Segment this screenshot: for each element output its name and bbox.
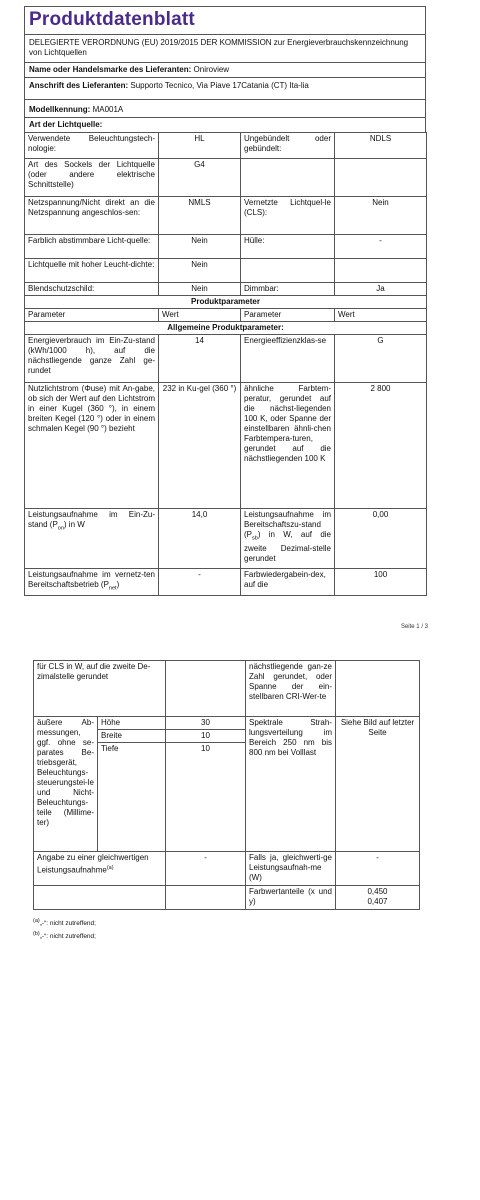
params-table-continued (33, 660, 420, 910)
energy-value: 14 (159, 335, 241, 383)
table-row (25, 159, 427, 197)
cct-value: 2 800 (335, 383, 427, 509)
energy-class-value: G (335, 335, 427, 383)
lightsource-table (24, 132, 427, 596)
equivalent-power2-label: Falls ja, gleichwerti-ge Leistungsaufnah-me (W) (246, 851, 336, 885)
cell-value: NDLS (335, 133, 427, 159)
cell-label: Ungebündelt oder gebündelt: (241, 133, 335, 159)
dim-depth-label: Tiefe (98, 743, 166, 756)
table-row (34, 717, 420, 730)
regulation-text: DELEGIERTE VERORDNUNG (EU) 2019/2015 DER KOMMISSION zur Energieverbrauchskennzeichnung von Lichtquellen (24, 34, 426, 62)
equivalent-power-value: - (166, 851, 246, 885)
cct-label: ähnliche Farbtem-peratur, gerundet auf die nächst-liegenden 100 K, oder Spanne der einstellbaren ähnli-chen Farbtempera-turen, gerundet auf die nächstliegenden 100 K (241, 383, 335, 509)
table-row (34, 661, 420, 717)
dim-height-label: Höhe (98, 717, 166, 730)
standby-label: Leistungsaufnahme im Bereitschaftszu-stand $(P_{sb})$ in W, auf die zweite Dezimal-stelle gerundet (241, 509, 335, 569)
table-row (25, 283, 427, 296)
lightsource-type-row (24, 117, 426, 132)
dimensions-label: äußere Ab-messungen, ggf. ohne se-parates Be-triebsgerät, Beleuchtungs-steuerungstei-le und Nicht-Beleuchtungs-teile (Millime-ter) (34, 717, 98, 852)
empty-cell (166, 885, 246, 909)
general-params-header: Allgemeine Produktparameter: (25, 322, 427, 335)
cell-value: HL (159, 133, 241, 159)
cell-label: Vernetzte Lichtquel-le (CLS): (241, 197, 335, 235)
dim-height-value: 30 (166, 717, 246, 730)
section-header-row (25, 296, 427, 309)
col-header-value: Wert (159, 309, 241, 322)
empty-cell (34, 885, 166, 909)
footnote-b: $^{(b)}$„-“: nicht zutreffend; (33, 930, 96, 940)
chromaticity-label: Farbwertanteile (x und y) (246, 885, 336, 909)
table-row (25, 569, 427, 596)
table-row (25, 235, 427, 259)
cont-label: für CLS in W, auf die zweite De-zimalstelle gerundet (34, 661, 166, 717)
equivalent-power2-value: - (336, 851, 420, 885)
cell-label: Dimmbar: (241, 283, 335, 296)
cell-value: G4 (159, 159, 241, 197)
cell-label: Lichtquelle mit hoher Leucht-dichte: (25, 259, 159, 283)
net-standby-value: - (159, 569, 241, 596)
datasheet-page-1 (24, 6, 426, 596)
cell-value: - (335, 235, 427, 259)
dim-width-label: Breite (98, 730, 166, 743)
cell-label: Blendschutzschild: (25, 283, 159, 296)
supplier-name-row (24, 62, 426, 77)
cell-value: Ja (335, 283, 427, 296)
model-row (24, 99, 426, 117)
flux-value: 232 in Ku-gel (360 °) (159, 383, 241, 509)
cont-right-value (336, 661, 420, 717)
cont-value (166, 661, 246, 717)
model-label: Modellkennung: (29, 105, 91, 114)
page-number: Seite 1 / 3 (400, 624, 428, 630)
dim-depth-value: 10 (166, 743, 246, 756)
cell-label: Hülle: (241, 235, 335, 259)
cri-label: Farbwiedergabein-dex, auf die (241, 569, 335, 596)
lightsource-type-label: Art der Lichtquelle: (29, 120, 103, 129)
table-row (25, 509, 427, 569)
col-header-parameter: Parameter (241, 309, 335, 322)
section-header-row (25, 322, 427, 335)
dim-empty (166, 755, 246, 851)
energy-label: Energieverbrauch im Ein-Zu-stand (kWh/1000 h), auf die nächstliegende ganze Zahl ge-rundet (25, 335, 159, 383)
supplier-address-label: Anschrift des Lieferanten: (29, 81, 129, 90)
cell-label (241, 159, 335, 197)
power-on-label: Leistungsaufnahme im Ein-Zu-stand $(P_{on})$ in W (25, 509, 159, 569)
chromaticity-value: 0,450 0,407 (336, 885, 420, 909)
params-header: Produktparameter (25, 296, 427, 309)
table-row (25, 383, 427, 509)
cell-value: Nein (335, 197, 427, 235)
standby-value: 0,00 (335, 509, 427, 569)
supplier-address-row (24, 77, 426, 99)
dim-empty (98, 755, 166, 851)
table-row (34, 851, 420, 885)
cell-value (335, 259, 427, 283)
table-row (25, 133, 427, 159)
table-row (25, 197, 427, 235)
cell-label: Netzspannung/Nicht direkt an die Netzspannung angeschlos-sen: (25, 197, 159, 235)
footnote-a: $^{(a)}$„-“: nicht zutreffend; (33, 917, 96, 927)
cell-value: Nein (159, 259, 241, 283)
datasheet-page-2 (33, 660, 419, 942)
table-row (25, 259, 427, 283)
table-row (34, 885, 420, 909)
page-title: Produktdatenblatt (24, 6, 426, 34)
cell-label: Farblich abstimmbare Licht-quelle: (25, 235, 159, 259)
supplier-name-label: Name oder Handelsmarke des Lieferanten: (29, 65, 192, 74)
cell-label: Verwendete Beleuchtungstech-nologie: (25, 133, 159, 159)
model-value: MA001A (92, 105, 124, 114)
cell-value: Nein (159, 283, 241, 296)
col-header-value: Wert (335, 309, 427, 322)
spectral-value: Siehe Bild auf letzter Seite (336, 717, 420, 852)
column-header-row (25, 309, 427, 322)
net-standby-label: Leistungsaufnahme im vernetz-ten Bereitschaftsbetrieb $(P_{net})$ (25, 569, 159, 596)
footnotes (33, 916, 419, 942)
dim-width-value: 10 (166, 730, 246, 743)
energy-class-label: Energieeffizienzklas-se (241, 335, 335, 383)
table-row (25, 335, 427, 383)
cell-value (335, 159, 427, 197)
power-on-value: 14,0 (159, 509, 241, 569)
cell-label: Art des Sockels der Lichtquelle (oder andere elektrische Schnittstelle) (25, 159, 159, 197)
supplier-address-value: Supporto Tecnico, Via Piave 17Catania (CT) Ita-lia (130, 81, 309, 90)
spectral-label: Spektrale Strah-lungsverteilung im Bereich 250 nm bis 800 nm bei Volllast (246, 717, 336, 852)
cont-right-label: nächstliegende gan-ze Zahl gerundet, oder Spanne der ein-stellbaren CRI-Wer-te (246, 661, 336, 717)
flux-label: Nutzlichtstrom (Φuse) mit An-gabe, ob sich der Wert auf den Lichtstrom in einer Kugel (360 °), in einem breiten Kegel (120 °) oder in einem schmalen Kegel (90 °) bezieht (25, 383, 159, 509)
equivalent-power-label: Angabe zu einer gleichwertigen Leistungsaufnahme$^{(a)}$ (34, 851, 166, 885)
cell-value: NMLS (159, 197, 241, 235)
cell-value: Nein (159, 235, 241, 259)
col-header-parameter: Parameter (25, 309, 159, 322)
cell-label (241, 259, 335, 283)
supplier-name-value: Oniroview (193, 65, 230, 74)
cri-value: 100 (335, 569, 427, 596)
